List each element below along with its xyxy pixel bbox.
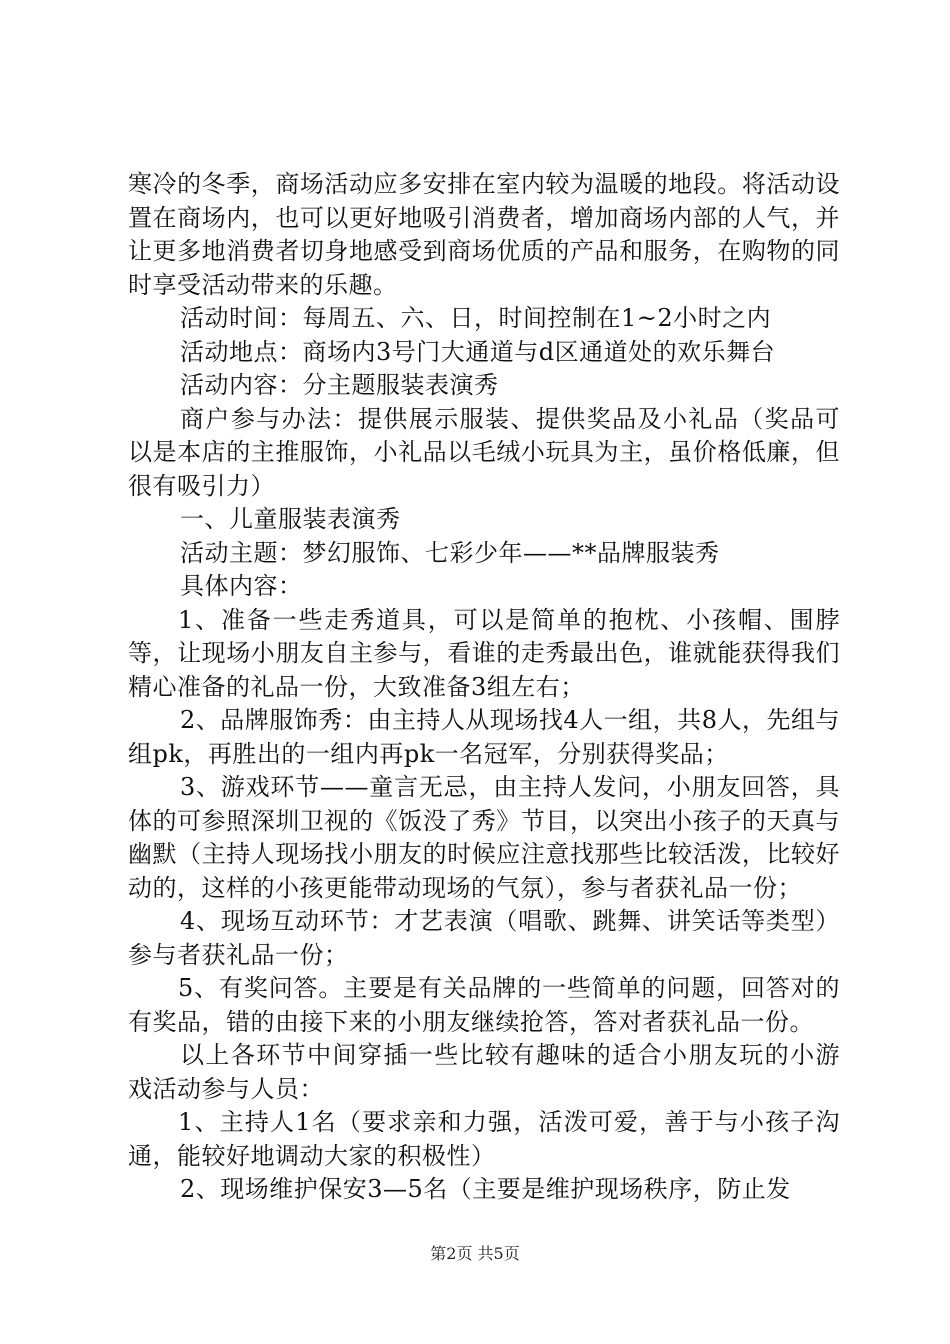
paragraph-activity-location: 活动地点：商场内3号门大通道与d区通道处的欢乐舞台 [180,337,776,366]
paragraph-activity-theme: 活动主题：梦幻服饰、七彩少年——**品牌服装秀 [180,538,720,567]
paragraph-activity-content: 活动内容：分主题服装表演秀 [180,371,499,399]
paragraph-intro: 寒冷的冬季，商场活动应多安排在室内较为温暖的地段。将活动设置在商场内，也可以更好地吸引消费者，增加商场内部的人气，并让更多地消费者切身地感受到商场优质的产品和服务，在购物的同时享受活动带来的乐趣。 [128,170,840,299]
list-item-security: 2、现场维护保安3—5名（主要是维护现场秩序，防止发 [180,1175,791,1203]
list-item-game-segment: 3、游戏环节——童言无忌，由主持人发问，小朋友回答，具体的可参照深圳卫视的《饭没了秀》节目，以突出小孩子的天真与幽默（主持人现场找小朋友的时候应注意找那些比较活泼，比较好动的，这样的小孩更能带动现场的气氛），参与者获礼品一份； [128,773,840,902]
list-item-quiz: 5、有奖问答。主要是有关品牌的一些简单的问题，回答对的有奖品，错的由接下来的小朋友继续抢答，答对者获礼品一份。 [128,974,840,1036]
paragraph-mini-games: 以上各环节中间穿插一些比较有趣味的适合小朋友玩的小游戏活动参与人员： [128,1041,840,1103]
paragraph-activity-time: 活动时间：每周五、六、日，时间控制在1~2小时之内 [180,304,772,332]
section-heading-kids-fashion-show: 一、儿童服装表演秀 [180,505,401,533]
page-number-footer: 第2页 共5页 [430,1244,520,1263]
list-item-interactive-segment: 4、现场互动环节：才艺表演（唱歌、跳舞、讲笑话等类型）参与者获礼品一份； [128,907,840,969]
list-item-host: 1、主持人1名（要求亲和力强，活泼可爱，善于与小孩子沟通，能较好地调动大家的积极性） [128,1108,840,1170]
paragraph-merchant-participation: 商户参与办法：提供展示服装、提供奖品及小礼品（奖品可以是本店的主推服饰，小礼品以毛绒小玩具为主，虽价格低廉，但很有吸引力） [128,404,840,500]
list-item-props: 1、准备一些走秀道具，可以是简单的抱枕、小孩帽、围脖等，让现场小朋友自主参与，看谁的走秀最出色，谁就能获得我们精心准备的礼品一份，大致准备3组左右； [128,605,840,701]
paragraph-details-label: 具体内容： [180,572,303,600]
list-item-brand-show: 2、品牌服饰秀：由主持人从现场找4人一组，共8人，先组与组pk，再胜出的一组内再pk一名冠军，分别获得奖品； [128,706,840,768]
document-body [128,168,840,1207]
